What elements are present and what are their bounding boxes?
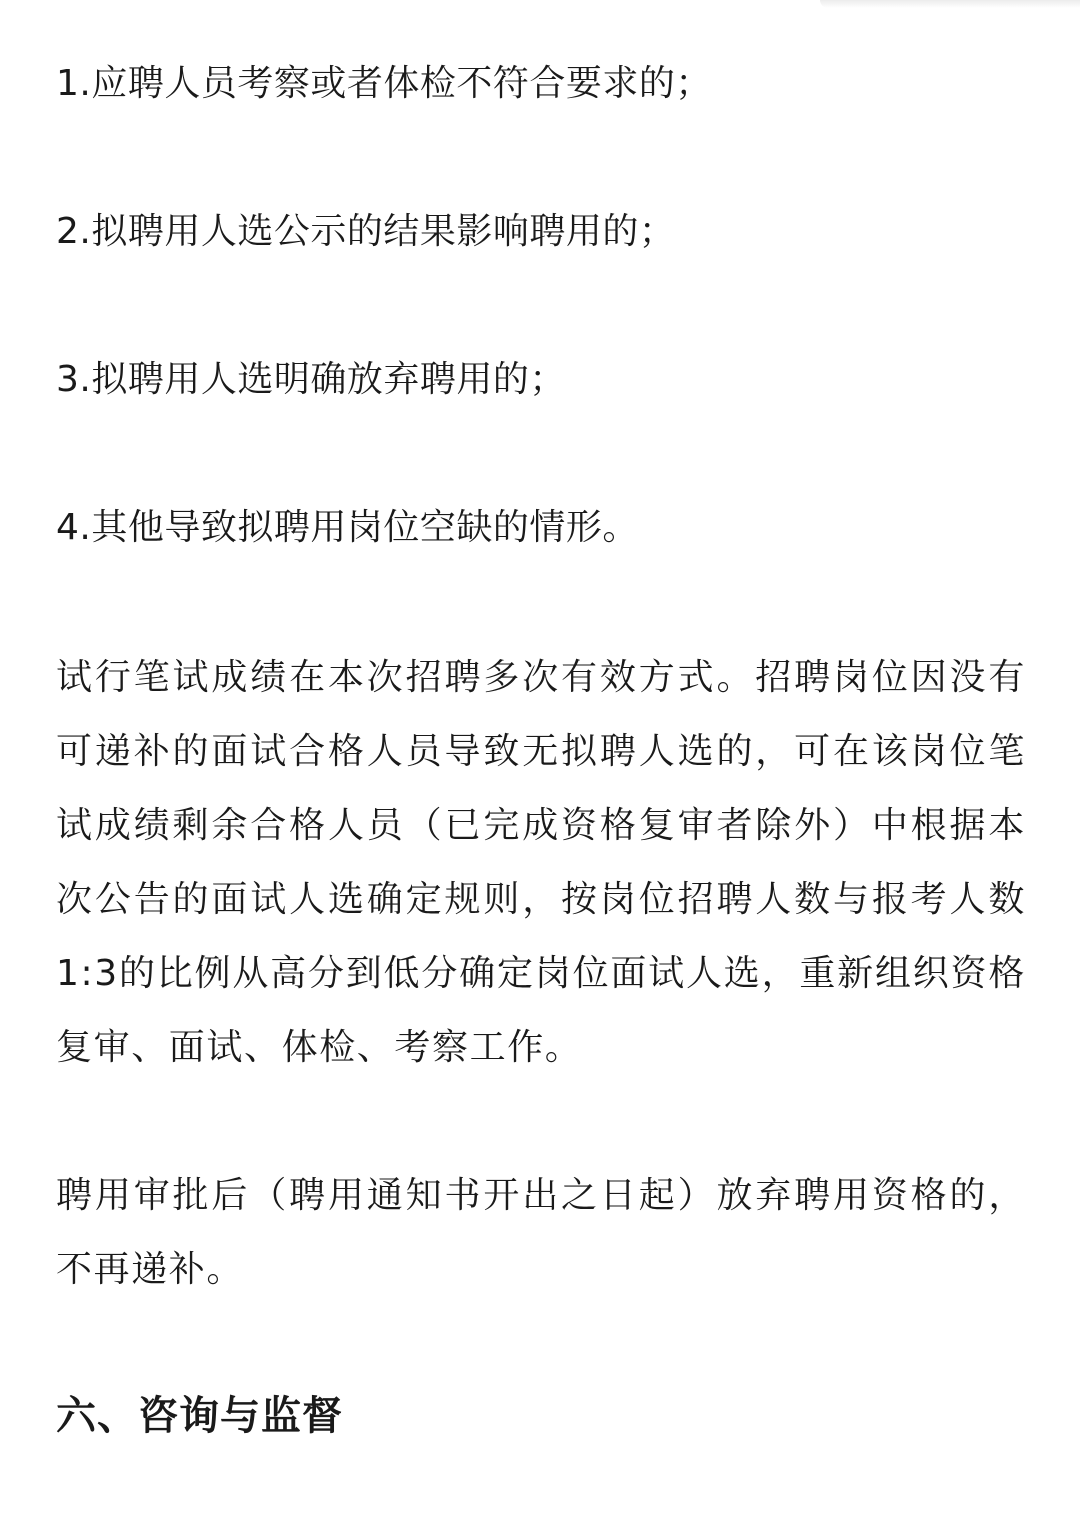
paragraph-backfill-rule: 试行笔试成绩在本次招聘多次有效方式。招聘岗位因没有可递补的面试合格人员导致无拟聘人选的，可在该岗位笔试成绩剩余合格人员（已完成资格复审者除外）中根据本次公告的面试人选确定规则，按岗位招聘人数与报考人数1:3的比例从高分到低分确定岗位面试人选，重新组织资格复审、面试、体检、考察工作。	[56, 657, 1026, 1068]
section-heading: 六、咨询与监督	[56, 1393, 343, 1439]
top-edge-shadow	[820, 0, 1080, 8]
list-item: 4.其他导致拟聘用岗位空缺的情形。	[56, 507, 639, 548]
list-item: 1.应聘人员考察或者体检不符合要求的；	[56, 63, 712, 104]
list-item: 3.拟聘用人选明确放弃聘用的；	[56, 359, 566, 400]
paragraph-no-backfill: 聘用审批后（聘用通知书开出之日起）放弃聘用资格的，不再递补。	[56, 1175, 1026, 1290]
list-item: 2.拟聘用人选公示的结果影响聘用的；	[56, 211, 676, 252]
